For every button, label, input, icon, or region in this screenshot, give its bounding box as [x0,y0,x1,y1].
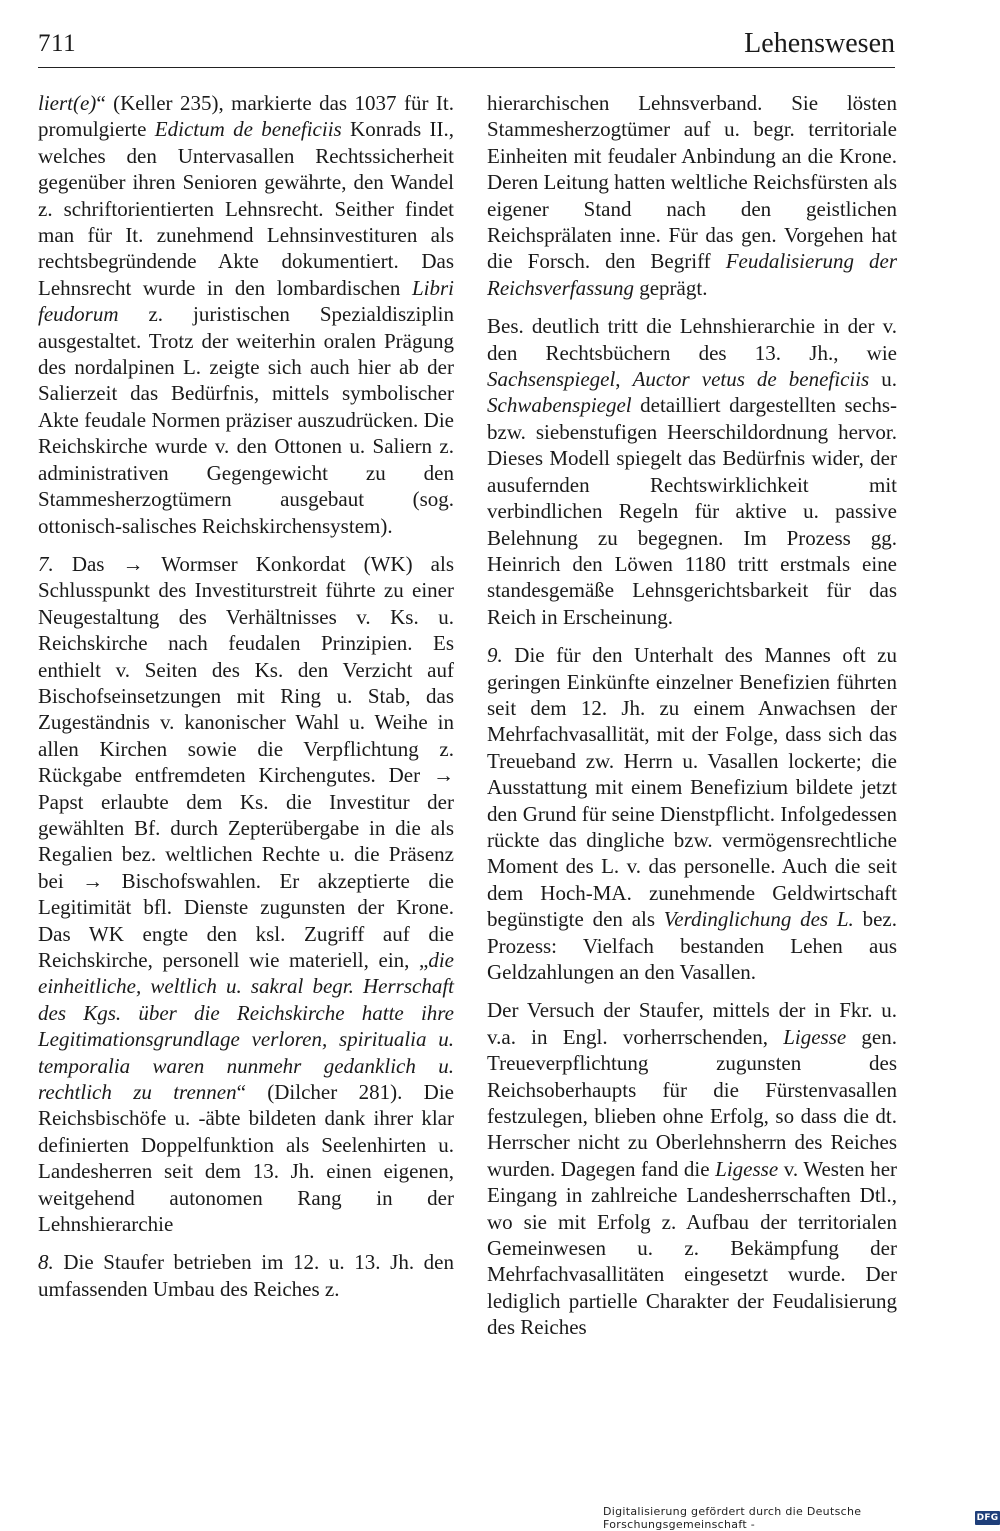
paragraph [38,1249,454,1302]
italic-text: Sachsenspiegel [487,367,616,392]
paragraph [487,642,897,985]
text-run: , [615,367,633,392]
header-rule [38,67,895,68]
italic-text: Ligesse [783,1024,847,1049]
text-run: v. Westen her Eingang in zahlreiche Landesherrschaften Dtl., wo sie mit Erfolg z. Aufbau der territorialen Gemeinwesen u. z. Bekämpfung der Mehrfachvasallitäten eingesetzt wurde. Der lediglich partielle Charakter der Feudalisierung des Reiches [487,1156,898,1340]
text-run: Das → Wormser Konkordat (WK) als Schlusspunkt des Investiturstreit führte zu einer Neugestaltung des Verhältnisses v. Ks. u. Reichskirche nach feudalen Prinzipien. Es enthielt v. Seiten des Ks. den Verzicht auf Bischofseinsetzungen mit Ring u. Stab, das Zugeständnis v. kanonischer Wahl u. Weihe in allen Kirchen sowie die Verpflichtung z. Rückgabe entfremdeten Kirchengutes. Der → Papst erlaubte dem Ks. die Investitur der gewählten Bf. durch Zepterübergabe in die als Regalien bez. weltlichen Rechte u. die Präsenz bei → Bischofswahlen. Er akzeptierte die Legitimität bfl. Dienste zugunsten der Krone. Das WK engte den ksl. Zugriff auf die Reichskirche, personell wie materiell, ein, „ [38,551,454,972]
page-header [38,28,895,64]
text-run: Die für den Unterhalt des Mannes oft zu geringen Einkünfte einzelner Benefizien führten seit dem 12. Jh. zu einem Anwachsen der Mehrfachvasallität, mit der Folge, dass sich das Treueband zw. Herrn u. Vasallen lockerte; die Ausstattung mit einem Benefizium bildete jetzt den Grund für seine Dienstpflicht. Infolgedessen rückte das dingliche bzw. vermögensrechtliche Moment des L. v. das personelle. Auch die seit dem Hoch-MA. zunehmende Geldwirtschaft begünstigte den als [487,643,897,932]
text-run: “ (Keller 235), markierte das 1037 für It. promulgierte [38,91,454,142]
paragraph [38,90,454,539]
text-run: Der Versuch der Staufer, mittels der in Fkr. u. v.a. in Engl. vorherrschenden, [487,998,897,1049]
italic-text: die einheitliche, weltlich u. sakral begr. Herrschaft des Kgs. über die Reichskirche hatte ihre Legitimationsgrundlage verloren, spiritualia u. temporalia waren nunmehr gedanklich u. rechtlich zu trennen [38,948,454,1105]
italic-text: 8. [38,1250,54,1275]
italic-text: Verdinglichung des L. [663,907,854,932]
italic-text: Edictum de beneficiis [154,117,342,142]
paragraph [487,90,897,301]
italic-text: 9. [487,643,503,668]
text-run: z. juristischen Spezialdisziplin ausgestaltet. Trotz der weiterhin oralen Prägung des nordalpinen L. zeigte sich auch hier ab der Salierzeit das Bedürfnis, mittels symbolischer Akte feudale Normen präziser auszudrücken. Die Reichskirche wurde v. den Ottonen u. Saliern z. administrativen Gegengewicht zu den Stammesherzogtümern ausgebaut (sog. ottonisch-salisches Reichskirchensystem). [38,302,454,538]
italic-text: liert(e) [38,91,97,115]
paragraph [38,551,454,1238]
text-run: hierarchischen Lehnsverband. Sie lösten Stammesherzogtümer auf u. begr. territoriale Einheiten mit feudaler Anbindung an die Krone. Deren Leitung hatten weltliche Reichsfürsten als eigener Stand nach den geistlichen Reichsprälaten inne. Für das gen. Vorgehen hat die Forsch. den Begriff [487,91,897,274]
text-run: geprägt. [633,275,708,300]
text-run: “ (Dilcher 281). Die Reichsbischöfe u. -äbte bildeten dank ihrer klar definierten Doppelfunktion als Seelenhirten u. Landesherren seit dem 13. Jh. einen eigenen, weitgehend autonomen Rang in der Lehnshierarchie [38,1080,454,1237]
digitization-credit [603,1505,1000,1531]
right-column [487,90,897,1341]
page-number: 711 [38,30,77,57]
italic-text: Ligesse [715,1156,779,1181]
italic-text: Feudalisierung der Reichsverfassung [487,249,898,300]
text-run: gen. Treueverpflichtung zugunsten des Reichsoberhaupts für die Fürstenvasallen festzulegen, blieben ohne Erfolg, so dass die dt. Herrscher nicht zu Oberlehnsherrn des Reiches wurden. Dagegen fand die [487,1024,897,1181]
digitization-credit-text: Digitalisierung gefördert durch die Deutsche Forschungsgemeinschaft - [603,1505,862,1531]
text-run: Konrads II., welches den Untervasallen Rechtssicherheit gegenüber ihren Senioren gewährte, den Wandel z. schriftorientierten Lehnsrecht. Seither findet man für It. zunehmend Lehnsinvestituren als rechtsbegründende Akte dokumentiert. Das Lehnsrecht wurde in den lombardischen [38,117,455,300]
paragraph [487,997,897,1340]
italic-text: Libri feudorum [38,275,454,327]
italic-text: Auctor vetus de beneficiis [632,367,870,392]
text-run: Die Staufer betrieben im 12. u. 13. Jh. den umfassenden Umbau des Reiches z. [38,1250,454,1301]
text-run: bez. Prozess: Vielfach bestanden Lehen aus Geldzahlungen an den Vasallen. [487,907,897,984]
dfg-logo: DFG [976,1513,999,1523]
left-column [38,90,454,1302]
running-head: Lehenswesen [744,28,895,59]
text-run: u. [869,367,898,392]
text-run: detailliert dargestellten sechs- bzw. siebenstufigen Heerschildordnung hervor. Dieses Modell spiegelt das Bedürfnis wider, der ausufernden Rechtswirklichkeit mit verbindlichen Regeln für aktive u. passive Belehnung zu begegnen. Im Prozess gg. Heinrich den Löwen 1180 tritt erstmals eine standesgemäße Lehnsgerichtsbarkeit für das Reich in Erscheinung. [487,393,897,629]
text-run: Bes. deutlich tritt die Lehnshierarchie in der v. den Rechtsbüchern des 13. Jh., wie [487,314,897,365]
italic-text: 7. [38,551,54,576]
italic-text: Schwabenspiegel [487,393,632,418]
paragraph [487,313,897,630]
